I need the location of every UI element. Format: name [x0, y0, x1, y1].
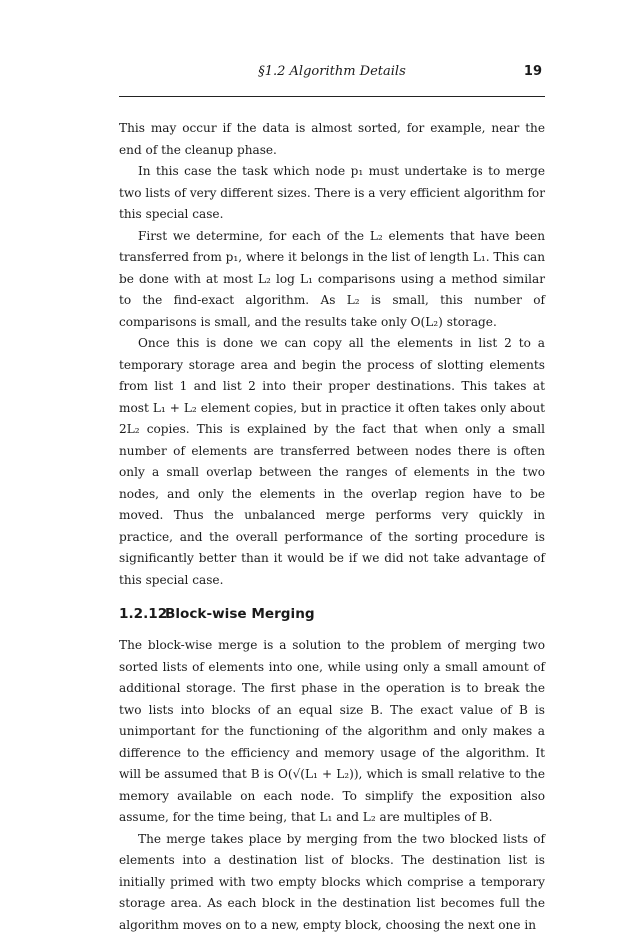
paragraph: First we determine, for each of the L₂ elements that have been transferred from p₁, where it belongs in the list of length L₁. This can be done with at most L₂ log L₁ comparisons using a method similar to the find-exact algorithm. As L₂ is small, this number of comparisons is small, and the results take only O(L₂) storage.	[119, 226, 545, 334]
section-number: 1.2.12	[119, 604, 165, 624]
paragraph: This may occur if the data is almost sorted, for example, near the end of the cleanup phase.	[119, 118, 545, 161]
paragraph: The merge takes place by merging from the two blocked lists of elements into a destination list of blocks. The destination list is initially primed with two empty blocks which comprise a temporary storage area. As each block in the destination list becomes full the algorithm moves on to a new, empty block, choosing the next one in	[119, 829, 545, 936]
running-header	[119, 64, 545, 84]
paragraph: Once this is done we can copy all the elements in list 2 to a temporary storage area and begin the process of slotting elements from list 1 and list 2 into their proper destinations. This takes at most L₁ + L₂ element copies, but in practice it often takes only about 2L₂ copies. This is explained by the fact that when only a small number of elements are transferred between nodes there is often only a small overlap between the ranges of elements in the two nodes, and only the elements in the overlap region have to be moved. Thus the unbalanced merge performs very quickly in practice, and the overall performance of the sorting procedure is significantly better than it would be if we did not take advantage of this special case.	[119, 333, 545, 591]
section-title: Block-wise Merging	[165, 606, 315, 622]
header-section-title: §1.2 Algorithm Details	[119, 64, 545, 79]
page-number: 19	[524, 64, 542, 79]
paragraph: In this case the task which node p₁ must undertake is to merge two lists of very different sizes. There is a very efficient algorithm for this special case.	[119, 161, 545, 226]
paragraph: The block-wise merge is a solution to the problem of merging two sorted lists of elements into one, while using only a small amount of additional storage. The first phase in the operation is to break the two lists into blocks of an equal size B. The exact value of B is unimportant for the functioning of the algorithm and only makes a difference to the efficiency and memory usage of the algorithm. It will be assumed that B is O(√(L₁ + L₂)), which is small relative to the memory available on each node. To simplify the exposition also assume, for the time being, that L₁ and L₂ are multiples of B.	[119, 635, 545, 829]
header-rule	[119, 96, 545, 97]
section-heading	[119, 604, 545, 624]
body-text	[119, 118, 545, 936]
